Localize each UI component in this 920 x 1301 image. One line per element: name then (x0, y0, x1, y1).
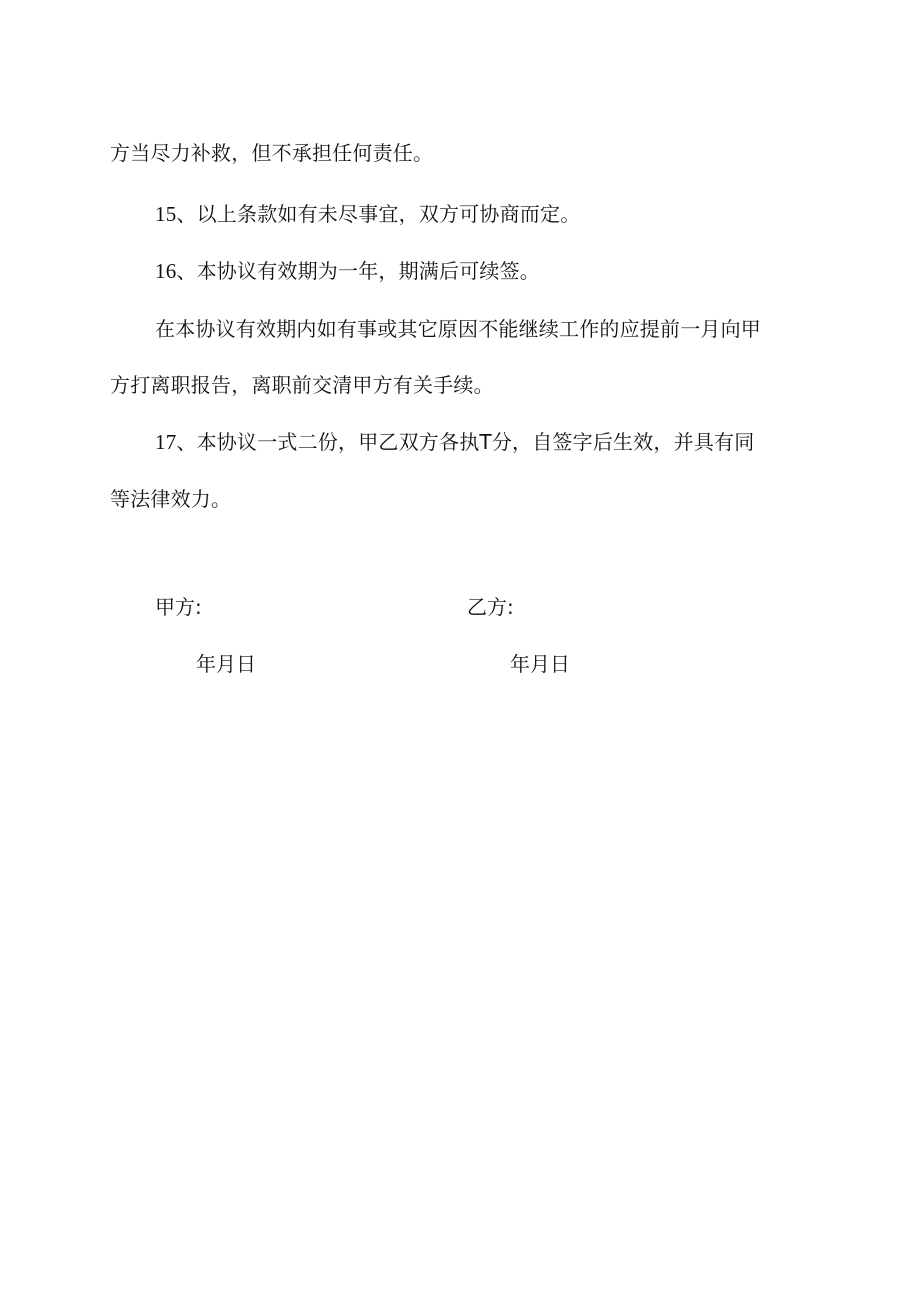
clause-16-detail-line-1 (0, 315, 920, 343)
clause-number: 15 (155, 202, 177, 226)
clause-number: 17 (155, 430, 177, 454)
clause-text: 、本协议一式二份，甲乙双方各执T分，自签字后生效，并具有同 (176, 430, 755, 454)
paragraph-text: 方当尽力补救，但不承担任何责任。 (110, 141, 434, 165)
party-b-date: 年月日 (510, 652, 570, 676)
clause-15 (0, 200, 920, 228)
clause-17-line-1 (0, 428, 920, 456)
paragraph-text: 在本协议有效期内如有事或其它原因不能继续工作的应提前一月向甲 (155, 317, 761, 341)
clause-16 (0, 257, 920, 285)
party-a-label: 甲方: (155, 595, 202, 619)
clause-text: 、以上条款如有未尽事宜，双方可协商而定。 (176, 202, 581, 226)
paragraph-text: 方打离职报告，离职前交清甲方有关手续。 (110, 373, 494, 397)
party-b-label: 乙方: (467, 595, 514, 619)
paragraph-text: 等法律效力。 (110, 487, 232, 511)
party-a-date: 年月日 (196, 652, 256, 676)
clause-17-line-2 (0, 485, 920, 513)
clause-number: 16 (155, 259, 177, 283)
clause-16-detail-line-2 (0, 371, 920, 399)
paragraph-continuation (0, 139, 920, 167)
clause-text: 、本协议有效期为一年，期满后可续签。 (176, 259, 541, 283)
